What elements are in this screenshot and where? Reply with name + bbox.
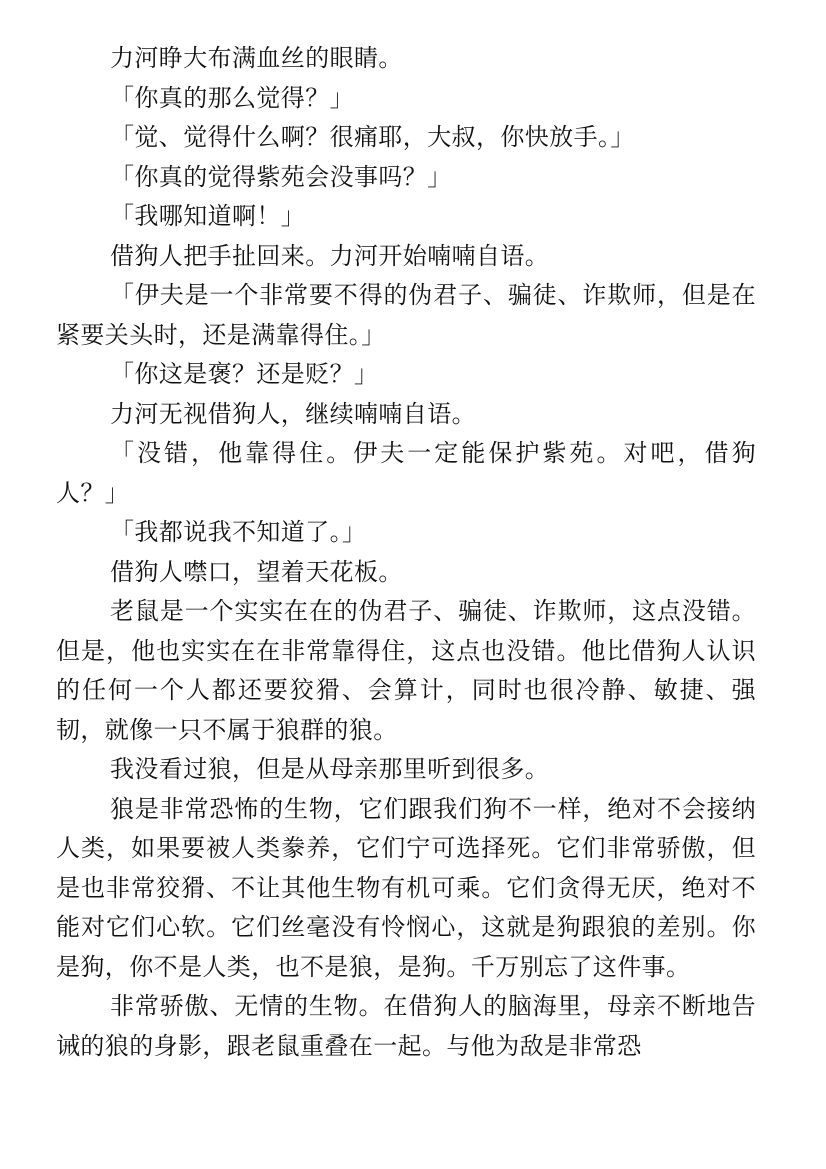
paragraph: 老鼠是一个实实在在的伪君子、骗徒、诈欺师，这点没错。但是，他也实实在在非常靠得住，这点也没错。他比借狗人认识的任何一个人都还要狡猾、会算计，同时也很冷静、敏捷、强韧，就像一只不属于狼群的狼。 [56, 597, 756, 744]
paragraph: 狼是非常恐怖的生物，它们跟我们狗不一样，绝对不会接纳人类，如果要被人类豢养，它们宁可选择死。它们非常骄傲，但是也非常狡猾、不让其他生物有机可乘。它们贪得无厌，绝对不能对它们心软。它们丝毫没有怜悯心，这就是狗跟狼的差别。你是狗，你不是人类，也不是狼，是狗。千万别忘了这件事。 [56, 794, 756, 981]
paragraph: 「你真的觉得紫苑会没事吗？」 [110, 162, 452, 191]
paragraph: 非常骄傲、无情的生物。在借狗人的脑海里，母亲不断地告诫的狼的身影，跟老鼠重叠在一起。与他为敌是非常恐 [56, 992, 756, 1060]
paragraph: 力河睁大布满血丝的眼睛。 [110, 44, 403, 72]
paragraph: 「没错，他靠得住。伊夫一定能保护紫苑。对吧，借狗人？」 [56, 439, 756, 507]
paragraph: 「你真的那么觉得？」 [110, 83, 354, 112]
paragraph: 借狗人噤口，望着天花板。 [110, 557, 403, 586]
paragraph: 我没看过狼，但是从母亲那里听到很多。 [110, 755, 550, 783]
paragraph: 「你这是褒？还是贬？」 [110, 360, 379, 388]
paragraph: 「觉、觉得什么啊？很痛耶，大叔，你快放手。」 [110, 123, 635, 151]
paragraph: 借狗人把手扯回来。力河开始喃喃自语。 [110, 241, 550, 270]
body-text [56, 39, 756, 1066]
paragraph: 力河无视借狗人，继续喃喃自语。 [110, 399, 476, 428]
paragraph: 「我哪知道啊！」 [110, 202, 306, 230]
paragraph: 「我都说我不知道了。」 [110, 518, 367, 546]
paragraph: 「伊夫是一个非常要不得的伪君子、骗徒、诈欺师，但是在紧要关头时，还是满靠得住。」 [56, 281, 756, 349]
